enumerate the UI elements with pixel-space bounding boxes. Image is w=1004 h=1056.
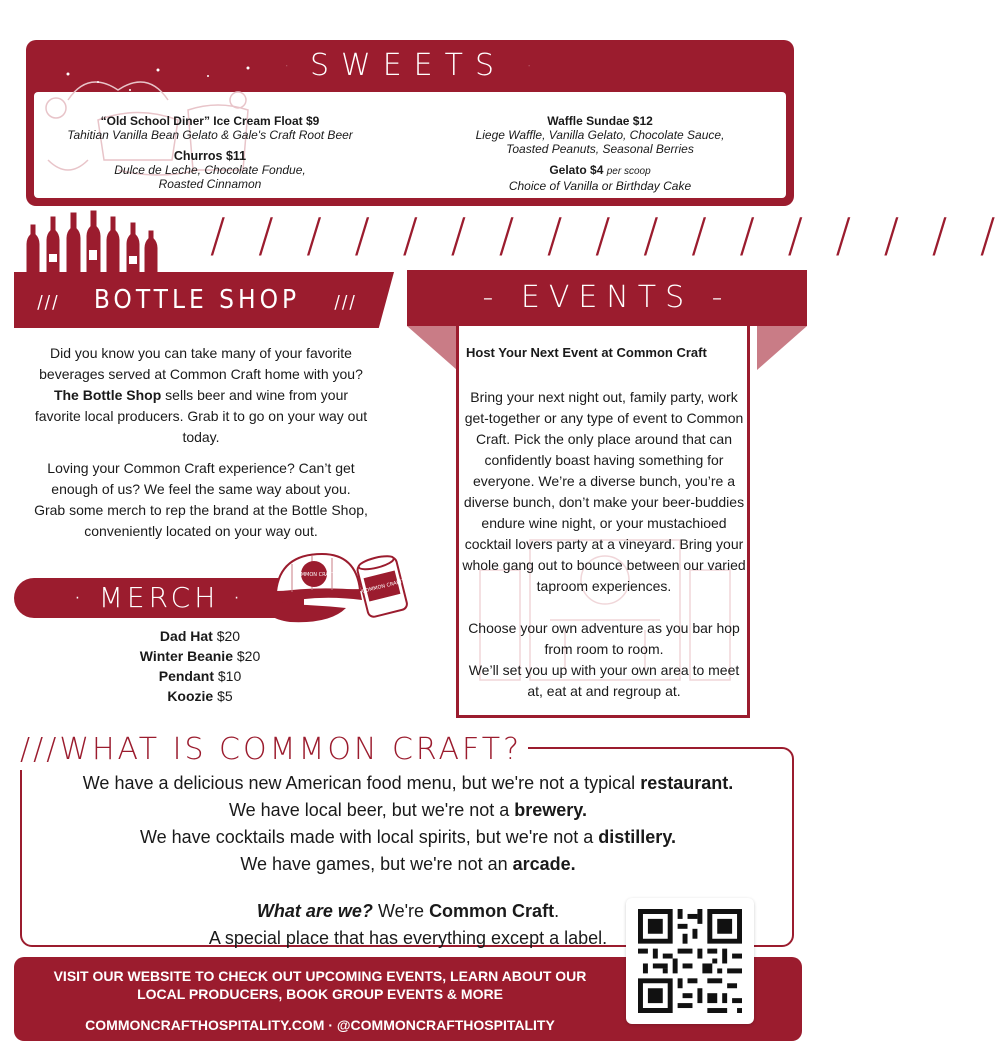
menu-item-waffle-sundae [430,114,770,156]
answer-pre: We're [372,901,430,921]
line-text: We have a delicious new American food menu, but we're not a typical [82,773,641,793]
answer-post: . [554,901,560,921]
merch-item-price: $20 [216,628,241,644]
merch-item [80,646,320,666]
events-paragraph-2b: We’ll set you up with your own area to meet at, eat at and regroup at. [468,662,740,699]
menu-item-name: Gelato $4 [549,163,604,177]
menu-item-desc: Dulce de Leche, Chocolate Fondue, [114,163,306,177]
events-body [462,387,746,702]
merch-item-name: Winter Beanie [139,648,233,664]
merch-item-price: $20 [236,648,261,664]
line-text: We have local beer, but we're not a [229,800,515,820]
what-is-line [40,851,776,878]
bottle-shop-bold: The Bottle Shop [53,387,162,403]
what-is-line [40,797,776,824]
menu-item-desc: Liege Waffle, Vanilla Gelato, Chocolate Sauce, [475,128,725,142]
menu-item-desc: Tahitian Vanilla Bean Gelato & Gale's Craft Root Beer [67,128,353,142]
slashes-left: /// [37,292,60,313]
bottle-shop-text: Did you know you can take many of your favorite beverages served at Common Craft home with you? [39,345,363,382]
merch-item [80,666,320,686]
merch-item-name: Koozie [167,688,214,704]
what-are-we-question: What are we? [256,901,373,921]
banner-fold-left [407,326,457,370]
what-is-line [40,770,776,797]
merch-item [80,686,320,706]
banner-fold-right [757,326,807,370]
tagline: A special place that has everything except a label. [208,928,608,948]
sweets-title: · SWEETS · [285,48,531,83]
events-paragraph-1: Bring your next night out, family party, work get-together or any type of event to Common Craft. Pick the only place around that can confidently boast having something for everyone. We’re a diverse bunch, you’re a diverse bunch, don’t make your beer-buddies endure wine night, or your mustachioed cocktail lovers party at a vineyard. Bring your whole gang out to bounce between our varied taproom experiences. [462,389,746,594]
decorative-slashes: / / / / / / / / / / / / / / / / / [210,208,1004,262]
koozie-logo: COMMON CRAFT [361,579,404,595]
menu-item-gelato [430,163,770,193]
slashes-right: /// [334,292,357,313]
merch-list [80,626,320,706]
qr-code-card[interactable] [626,898,754,1024]
menu-item-churros [40,149,380,191]
line-bold: distillery. [598,827,676,847]
bottle-shop-text: sells beer and wine from your favorite local producers. Grab it to go on your way out today. [34,387,368,445]
bottle-shop-title [14,280,380,320]
what-is-common-craft-title: ///WHAT IS COMMON CRAFT? [14,730,528,770]
menu-item-desc: Toasted Peanuts, Seasonal Berries [506,142,694,156]
merch-item-price: $5 [217,688,233,704]
website-link[interactable]: COMMONCRAFTHOSPITALITY.COM · @COMMONCRAFTHOSPITALITY [85,1017,555,1033]
line-bold: arcade. [512,854,576,874]
sweets-title-text: SWEETS [310,48,506,83]
dad-hat-icon [262,548,362,626]
merch-title: · MERCH · [72,581,246,614]
line-bold: restaurant. [640,773,734,793]
menu-item-desc: Choice of Vanilla or Birthday Cake [508,179,692,193]
line-text: We have games, but we're not an [240,854,513,874]
menu-item-unit: per scoop [606,166,651,177]
koozie-icon [354,554,410,618]
menu-item-desc: Roasted Cinnamon [158,177,262,191]
footer-call-to-action: VISIT OUR WEBSITE TO CHECK OUT UPCOMING EVENTS, LEARN ABOUT OUR LOCAL PRODUCERS, BOOK GROUP EVENTS & MORE [53,968,587,1002]
answer-bold: Common Craft [429,901,555,921]
events-title: - EVENTS - [482,280,732,315]
merch-item-name: Dad Hat [159,628,213,644]
hat-logo: COMMON CRAFT [293,572,335,578]
merch-item-price: $10 [217,668,242,684]
bottle-shop-paragraph-2: Loving your Common Craft experience? Can’t get enough of us? We feel the same way about you. Grab some merch to rep the brand at the Bottle Shop, conveniently located on your way out. [34,460,368,539]
events-paragraph-2a: Choose your own adventure as you bar hop from room to room. [468,620,740,657]
line-text: We have cocktails made with local spirits, but we're not a [139,827,599,847]
menu-item-name: Waffle Sundae $12 [547,114,653,128]
menu-item-name: “Old School Diner” Ice Cream Float $9 [100,114,320,128]
merch-item-name: Pendant [158,668,214,684]
qr-code[interactable] [638,909,742,1013]
events-heading: Host Your Next Event at Common Craft [466,345,707,360]
bottle-shop-title-text: BOTTLE SHOP [93,285,301,315]
what-is-line [40,824,776,851]
line-bold: brewery. [514,800,587,820]
bottle-shop-paragraph-1 [34,343,368,448]
beer-bottles-icon [18,210,168,274]
menu-item-ice-cream-float [40,114,380,142]
merch-item [80,626,320,646]
menu-item-name: Churros $11 [173,149,247,163]
